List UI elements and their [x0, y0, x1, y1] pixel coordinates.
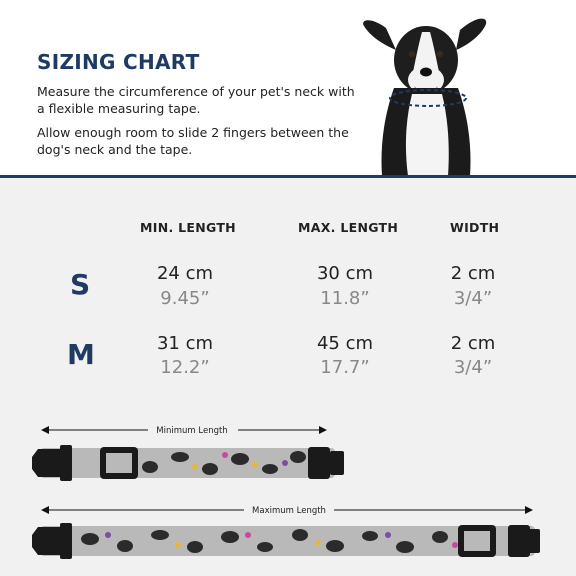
size-m-label: M — [67, 338, 95, 371]
min-length-arrow — [42, 426, 326, 436]
s-max-cm: 30 cm — [316, 263, 374, 284]
page-title: SIZING CHART — [37, 50, 200, 74]
size-s-label: S — [70, 268, 91, 301]
min-length-label: Minimum Length — [156, 426, 228, 436]
s-width-cm: 2 cm — [450, 263, 496, 284]
m-max-cm: 45 cm — [316, 333, 374, 354]
m-min-inch: 12.2” — [160, 357, 210, 378]
column-width: WIDTH — [450, 220, 500, 235]
m-min-cm: 31 cm — [156, 333, 214, 354]
max-length-arrow — [42, 506, 532, 516]
collar-illustration — [0, 405, 576, 576]
collar-long — [32, 523, 540, 559]
max-length-label: Maximum Length — [252, 506, 326, 516]
column-min-length: MIN. LENGTH — [140, 220, 236, 235]
s-min-cm: 24 cm — [156, 263, 214, 284]
m-max-inch: 17.7” — [320, 357, 370, 378]
m-width-cm: 2 cm — [450, 333, 496, 354]
s-width-inch: 3/4” — [453, 288, 493, 309]
instruction-fingers: Allow enough room to slide 2 fingers between the dog's neck and the tape. — [37, 125, 349, 157]
collar-short — [32, 445, 344, 481]
dog-photo — [356, 6, 496, 176]
instruction-measure: Measure the circumference of your pet's neck with a flexible measuring tape. — [37, 84, 355, 116]
m-width-inch: 3/4” — [453, 357, 493, 378]
s-min-inch: 9.45” — [160, 288, 210, 309]
column-max-length: MAX. LENGTH — [298, 220, 399, 235]
s-max-inch: 11.8” — [320, 288, 370, 309]
header-section — [0, 0, 576, 176]
